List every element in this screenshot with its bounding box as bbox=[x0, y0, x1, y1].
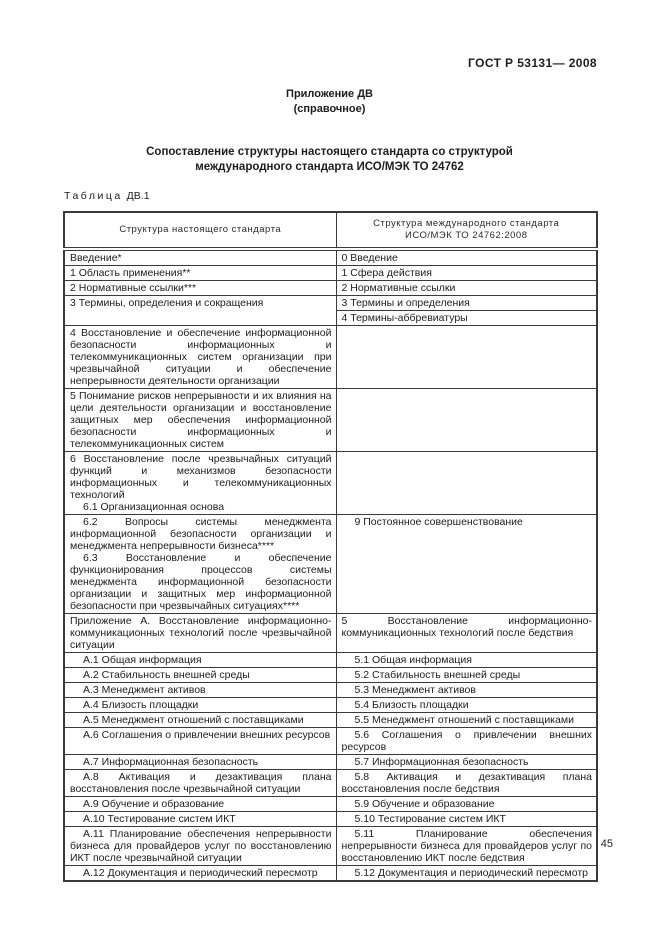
table-cell bbox=[64, 452, 336, 515]
table-cell bbox=[336, 770, 597, 797]
table-row bbox=[64, 827, 597, 866]
table-cell bbox=[64, 614, 336, 653]
paragraph: 5.10 Тестирование систем ИКТ bbox=[354, 813, 506, 825]
table-row bbox=[64, 614, 597, 653]
table-cell bbox=[336, 866, 597, 882]
paragraph: 5.7 Информационная безопасность bbox=[354, 756, 529, 768]
paragraph: А.5 Менеджмент отношений с поставщиками bbox=[83, 714, 304, 726]
appendix-heading bbox=[63, 87, 596, 117]
paragraph: 5 Понимание рисков непрерывности и их влияния на цели деятельности организации и восстановление защитных мер обеспечения информационной безопасности информационных и телекоммуникационных систем bbox=[70, 390, 332, 450]
table-cell bbox=[64, 698, 336, 713]
table-cell bbox=[64, 389, 336, 452]
paragraph: 2 Нормативные ссылки*** bbox=[70, 282, 197, 294]
paragraph: Приложение А. Восстановление информационно-коммуникационных технологий после чрезвычайной ситуации bbox=[70, 615, 332, 651]
table-cell bbox=[64, 668, 336, 683]
table-cell bbox=[336, 389, 597, 452]
table-row bbox=[64, 389, 597, 452]
table-cell bbox=[64, 281, 336, 296]
appendix-type: (справочное) bbox=[293, 103, 366, 115]
paragraph: А.2 Стабильность внешней среды bbox=[83, 669, 250, 681]
paragraph: 3 Термины, определения и сокращения bbox=[70, 297, 264, 309]
table-cell bbox=[336, 827, 597, 866]
table-cell bbox=[336, 728, 597, 755]
table-cell bbox=[336, 249, 597, 266]
paragraph: 6.3 Восстановление и обеспечение функционирования процессов системы менеджмента информационной безопасности организации и защитных мер информационной безопасности при чрезвычайных ситуациях**** bbox=[70, 552, 332, 612]
table-cell bbox=[64, 713, 336, 728]
table-cell bbox=[64, 812, 336, 827]
table-cell bbox=[336, 713, 597, 728]
table-cell bbox=[64, 797, 336, 812]
table-cell bbox=[64, 296, 336, 326]
table-cell bbox=[64, 770, 336, 797]
paragraph: А.1 Общая информация bbox=[83, 654, 202, 666]
column-header-line-1: Структура международного стандарта bbox=[373, 218, 560, 229]
paragraph: 5.8 Активация и дезактивация плана восстановления после бедствия bbox=[341, 771, 592, 795]
table-cell bbox=[64, 653, 336, 668]
table-cell bbox=[64, 515, 336, 614]
column-header-international-standard bbox=[336, 212, 597, 249]
table-row bbox=[64, 866, 597, 882]
paragraph: А.3 Менеджмент активов bbox=[83, 684, 206, 696]
paragraph: 5.11 Планирование обеспечения непрерывности бизнеса для провайдеров услуг по восстановлению ИКТ после бедствия bbox=[341, 828, 592, 864]
table-cell bbox=[336, 515, 597, 614]
table-cell bbox=[336, 614, 597, 653]
table-row bbox=[64, 797, 597, 812]
table-label-number: ДВ.1 bbox=[126, 190, 150, 202]
page-title-line-2: международного стандарта ИСО/МЭК ТО 24762 bbox=[195, 161, 464, 173]
paragraph: А.4 Близость площадки bbox=[83, 699, 199, 711]
paragraph: 5.12 Документация и периодический пересмотр bbox=[354, 867, 588, 879]
page-number: 45 bbox=[600, 838, 613, 850]
table-cell bbox=[336, 452, 597, 515]
table-row bbox=[64, 668, 597, 683]
table-row bbox=[64, 698, 597, 713]
table-cell bbox=[336, 281, 597, 296]
table-label bbox=[64, 190, 150, 202]
comparison-table bbox=[63, 211, 598, 882]
table-body bbox=[64, 249, 597, 881]
table-label-word: Таблица bbox=[64, 190, 123, 202]
paragraph: 6.2 Вопросы системы менеджмента информационной безопасности организации и менеджмента непрерывности бизнеса**** bbox=[70, 516, 332, 552]
table-header-row bbox=[64, 212, 597, 249]
page-title bbox=[63, 145, 596, 175]
table-row bbox=[64, 713, 597, 728]
table-row bbox=[64, 683, 597, 698]
table-row bbox=[64, 326, 597, 389]
paragraph: Введение* bbox=[70, 252, 122, 264]
table-row bbox=[64, 812, 597, 827]
paragraph: 5.6 Соглашения о привлечении внешних ресурсов bbox=[341, 729, 592, 753]
table-row bbox=[64, 296, 597, 311]
column-header-current-standard: Структура настоящего стандарта bbox=[64, 212, 336, 249]
table-cell bbox=[336, 683, 597, 698]
paragraph: 5.4 Близость площадки bbox=[354, 699, 469, 711]
doc-number: ГОСТ Р 53131— 2008 bbox=[468, 56, 597, 70]
column-header-line-2: ИСО/МЭК ТО 24762:2008 bbox=[404, 230, 528, 241]
paragraph: 4 Восстановление и обеспечение информационной безопасности информационных и телекоммуникационных систем организации при чрезвычайной ситуации и обеспечение непрерывности деятельности организации bbox=[70, 327, 332, 387]
paragraph: 5.1 Общая информация bbox=[354, 654, 472, 666]
table-cell bbox=[336, 668, 597, 683]
paragraph: 5.2 Стабильность внешней среды bbox=[354, 669, 521, 681]
table-row bbox=[64, 515, 597, 614]
table-row bbox=[64, 728, 597, 755]
table-row bbox=[64, 755, 597, 770]
paragraph: А.6 Соглашения о привлечении внешних ресурсов bbox=[83, 729, 331, 741]
paragraph: А.12 Документация и периодический пересмотр bbox=[83, 867, 318, 879]
paragraph: А.9 Обучение и образование bbox=[83, 798, 225, 810]
table-cell bbox=[336, 311, 597, 326]
table-cell bbox=[336, 653, 597, 668]
table-cell bbox=[64, 249, 336, 266]
table-cell bbox=[336, 326, 597, 389]
table-cell bbox=[64, 866, 336, 882]
paragraph: 5.5 Менеджмент отношений с поставщиками bbox=[354, 714, 574, 726]
table-cell bbox=[336, 296, 597, 311]
page-title-line-1: Сопоставление структуры настоящего стандарта со структурой bbox=[146, 146, 513, 158]
table-cell bbox=[336, 812, 597, 827]
paragraph: 9 Постоянное совершенствование bbox=[354, 516, 523, 528]
paragraph: А.8 Активация и дезактивация плана восстановления после чрезвычайной ситуации bbox=[70, 771, 332, 795]
table-cell bbox=[64, 827, 336, 866]
paragraph: 3 Термины и определения bbox=[341, 297, 470, 309]
paragraph: 5.9 Обучение и образование bbox=[354, 798, 495, 810]
paragraph: 1 Сфера действия bbox=[341, 267, 432, 279]
table-row bbox=[64, 266, 597, 281]
table-cell bbox=[64, 266, 336, 281]
paragraph: 6 Восстановление после чрезвычайных ситуаций функций и механизмов безопасности информационных и телекоммуникационных технологий bbox=[70, 453, 332, 501]
table-row bbox=[64, 653, 597, 668]
paragraph: 5 Восстановление информационно-коммуникационных технологий после бедствия bbox=[341, 615, 592, 639]
table-row bbox=[64, 281, 597, 296]
paragraph: 4 Термины-аббревиатуры bbox=[341, 312, 468, 324]
table-cell bbox=[64, 326, 336, 389]
table-row bbox=[64, 249, 597, 266]
paragraph: А.11 Планирование обеспечения непрерывности бизнеса для провайдеров услуг по восстановлению ИКТ после чрезвычайной ситуации bbox=[70, 828, 332, 864]
table-cell bbox=[64, 728, 336, 755]
paragraph: 1 Область применения** bbox=[70, 267, 191, 279]
paragraph: А.10 Тестирование систем ИКТ bbox=[83, 813, 236, 825]
paragraph: А.7 Информационная безопасность bbox=[83, 756, 259, 768]
table-row bbox=[64, 770, 597, 797]
table-cell bbox=[336, 797, 597, 812]
paragraph: 6.1 Организационная основа bbox=[83, 501, 225, 513]
appendix-name: Приложение ДВ bbox=[286, 88, 373, 100]
table-row bbox=[64, 452, 597, 515]
paragraph: 0 Введение bbox=[341, 252, 398, 264]
table-cell bbox=[336, 698, 597, 713]
table-cell bbox=[336, 755, 597, 770]
table-cell bbox=[336, 266, 597, 281]
table-cell bbox=[64, 683, 336, 698]
table-header bbox=[64, 212, 597, 249]
paragraph: 2 Нормативные ссылки bbox=[341, 282, 456, 294]
table-cell bbox=[64, 755, 336, 770]
paragraph: 5.3 Менеджмент активов bbox=[354, 684, 476, 696]
